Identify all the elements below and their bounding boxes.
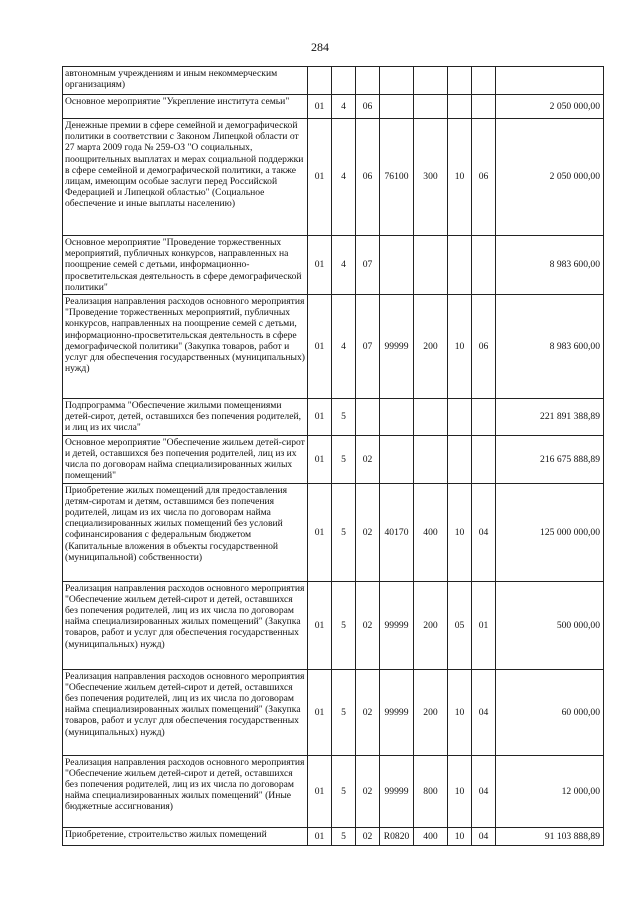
code-col-5: 400: [414, 827, 448, 845]
table-row: [63, 755, 604, 827]
code-col-5: 200: [414, 295, 448, 399]
code-col-1: [308, 67, 332, 95]
code-col-6: 05: [448, 581, 472, 669]
row-description: Реализация направления расходов основного мероприятия "Проведение торжественных мероприятий, публичных конкурсов, направленных на поощрение семей с детьми, информационно-просветительская деятельность в сфере демографической политики" (Закупка товаров, работ и услуг для обеспечения государственных (муниципальных) нужд): [63, 295, 308, 399]
row-description: Приобретение, строительство жилых помещений: [63, 827, 308, 845]
row-description: Основное мероприятие "Укрепление института семьи": [63, 95, 308, 119]
code-col-1: 01: [308, 483, 332, 581]
code-col-2: 4: [332, 119, 356, 236]
code-col-7: 04: [472, 755, 496, 827]
code-col-3: 02: [356, 483, 380, 581]
code-col-2: 5: [332, 399, 356, 436]
row-amount: 221 891 388,89: [496, 399, 604, 436]
row-amount: 12 000,00: [496, 755, 604, 827]
code-col-3: 02: [356, 669, 380, 755]
code-col-3: 06: [356, 95, 380, 119]
code-col-7: [472, 67, 496, 95]
code-col-7: 06: [472, 119, 496, 236]
code-col-2: 5: [332, 483, 356, 581]
code-col-1: 01: [308, 295, 332, 399]
code-col-6: [448, 95, 472, 119]
code-col-5: 200: [414, 669, 448, 755]
code-col-2: 5: [332, 435, 356, 483]
code-col-2: 4: [332, 295, 356, 399]
code-col-5: [414, 399, 448, 436]
code-col-6: 10: [448, 827, 472, 845]
table-row: [63, 399, 604, 436]
code-col-7: [472, 95, 496, 119]
code-col-2: 5: [332, 827, 356, 845]
row-amount: 125 000 000,00: [496, 483, 604, 581]
code-col-4: [380, 435, 414, 483]
code-col-5: [414, 95, 448, 119]
row-amount: 60 000,00: [496, 669, 604, 755]
code-col-4: [380, 236, 414, 295]
code-col-1: 01: [308, 236, 332, 295]
code-col-2: [332, 67, 356, 95]
code-col-5: [414, 236, 448, 295]
code-col-2: 4: [332, 95, 356, 119]
code-col-3: 07: [356, 236, 380, 295]
code-col-3: 02: [356, 827, 380, 845]
code-col-6: [448, 435, 472, 483]
code-col-3: 02: [356, 435, 380, 483]
row-description: Денежные премии в сфере семейной и демографической политики в соответствии с Законом Липецкой области от 27 марта 2009 года № 259-ОЗ "О социальных, поощрительных выплатах и мерах социальной поддержки в сфере семейной и демографической политики, а также лицам, имеющим особые заслуги перед Российской Федерацией и Липецкой областью" (Социальное обеспечение и иные выплаты населению): [63, 119, 308, 236]
code-col-1: 01: [308, 435, 332, 483]
code-col-7: [472, 236, 496, 295]
budget-table: [62, 66, 604, 846]
row-amount: 2 050 000,00: [496, 95, 604, 119]
code-col-1: 01: [308, 827, 332, 845]
code-col-2: 5: [332, 581, 356, 669]
code-col-6: 10: [448, 755, 472, 827]
table-row: [63, 95, 604, 119]
code-col-4: [380, 95, 414, 119]
code-col-4: R0820: [380, 827, 414, 845]
table-row: [63, 119, 604, 236]
code-col-2: 4: [332, 236, 356, 295]
code-col-1: 01: [308, 95, 332, 119]
code-col-5: 800: [414, 755, 448, 827]
row-amount: 91 103 888,89: [496, 827, 604, 845]
code-col-7: [472, 399, 496, 436]
code-col-3: 02: [356, 755, 380, 827]
code-col-3: 06: [356, 119, 380, 236]
code-col-4: 99999: [380, 669, 414, 755]
code-col-6: [448, 67, 472, 95]
row-description: автономным учреждениям и иным некоммерческим организациям): [63, 67, 308, 95]
code-col-3: 02: [356, 581, 380, 669]
row-amount: 500 000,00: [496, 581, 604, 669]
code-col-2: 5: [332, 669, 356, 755]
table-row: [63, 827, 604, 845]
code-col-1: 01: [308, 119, 332, 236]
row-description: Основное мероприятие "Проведение торжественных мероприятий, публичных конкурсов, направленных на поощрение семей с детьми, информационно-просветительская деятельность в сфере демографической политики": [63, 236, 308, 295]
code-col-6: 10: [448, 295, 472, 399]
code-col-7: 06: [472, 295, 496, 399]
table-row: [63, 483, 604, 581]
row-description: Подпрограмма "Обеспечение жилыми помещениями детей-сирот, детей, оставшихся без попечения родителей, и лиц из их числа": [63, 399, 308, 436]
code-col-2: 5: [332, 755, 356, 827]
code-col-1: 01: [308, 755, 332, 827]
row-amount: [496, 67, 604, 95]
row-description: Приобретение жилых помещений для предоставления детям-сиротам и детям, оставшимся без попечения родителей, лицам из их числа по договорам найма специализированных жилых помещений без условий софинансирования с федеральным бюджетом (Капитальные вложения в объекты государственной (муниципальной) собственности): [63, 483, 308, 581]
code-col-1: 01: [308, 581, 332, 669]
row-description: Основное мероприятие "Обеспечение жильем детей-сирот и детей, оставшихся без попечения родителей, лиц из их числа по договорам найма специализированных жилых помещений": [63, 435, 308, 483]
page-number: 284: [311, 40, 329, 54]
row-amount: 2 050 000,00: [496, 119, 604, 236]
row-amount: 8 983 600,00: [496, 295, 604, 399]
row-description: Реализация направления расходов основного мероприятия "Обеспечение жильем детей-сирот и детей, оставшихся без попечения родителей, лиц из их числа по договорам найма специализированных жилых помещений" (Закупка товаров, работ и услуг для обеспечения государственных (муниципальных) нужд): [63, 669, 308, 755]
code-col-7: [472, 435, 496, 483]
code-col-4: 99999: [380, 295, 414, 399]
code-col-5: [414, 67, 448, 95]
code-col-7: 01: [472, 581, 496, 669]
code-col-6: 10: [448, 119, 472, 236]
code-col-3: [356, 399, 380, 436]
row-description: Реализация направления расходов основного мероприятия "Обеспечение жильем детей-сирот и детей, оставшихся без попечения родителей, лиц из их числа по договорам найма специализированных жилых помещений" (Закупка товаров, работ и услуг для обеспечения государственных (муниципальных) нужд): [63, 581, 308, 669]
code-col-1: 01: [308, 399, 332, 436]
row-amount: 8 983 600,00: [496, 236, 604, 295]
table-row: [63, 435, 604, 483]
code-col-7: 04: [472, 827, 496, 845]
code-col-6: [448, 399, 472, 436]
table-row: [63, 581, 604, 669]
table-row: [63, 669, 604, 755]
code-col-4: 99999: [380, 755, 414, 827]
code-col-5: 200: [414, 581, 448, 669]
code-col-4: 99999: [380, 581, 414, 669]
code-col-6: 10: [448, 483, 472, 581]
code-col-6: 10: [448, 669, 472, 755]
code-col-1: 01: [308, 669, 332, 755]
row-description: Реализация направления расходов основного мероприятия "Обеспечение жильем детей-сирот и детей, оставшихся без попечения родителей, лиц из их числа по договорам найма специализированных жилых помещений" (Иные бюджетные ассигнования): [63, 755, 308, 827]
code-col-5: 300: [414, 119, 448, 236]
table-row: [63, 67, 604, 95]
code-col-6: [448, 236, 472, 295]
row-amount: 216 675 888,89: [496, 435, 604, 483]
code-col-5: [414, 435, 448, 483]
code-col-3: 07: [356, 295, 380, 399]
table-row: [63, 295, 604, 399]
code-col-4: [380, 399, 414, 436]
code-col-7: 04: [472, 669, 496, 755]
table-row: [63, 236, 604, 295]
code-col-4: 76100: [380, 119, 414, 236]
code-col-3: [356, 67, 380, 95]
code-col-5: 400: [414, 483, 448, 581]
code-col-7: 04: [472, 483, 496, 581]
code-col-4: 40170: [380, 483, 414, 581]
code-col-4: [380, 67, 414, 95]
